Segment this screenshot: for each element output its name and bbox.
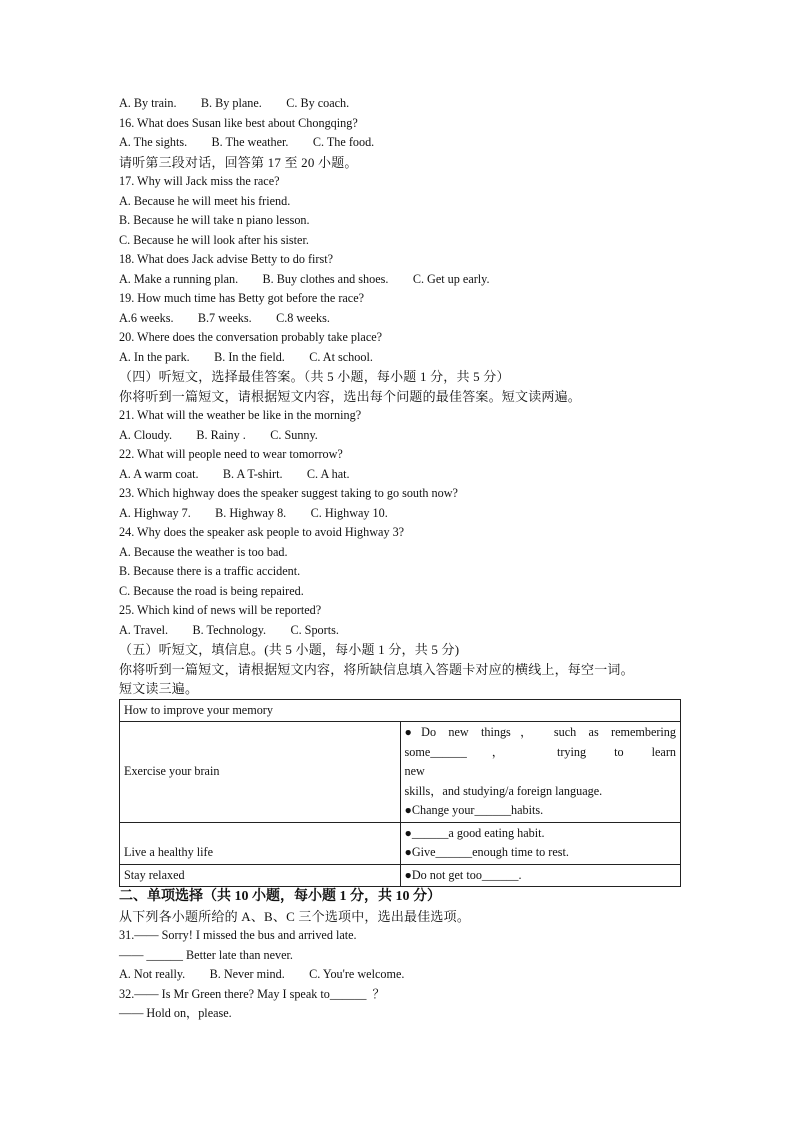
- table-title: How to improve your memory: [120, 699, 681, 722]
- table-cell-line: ●______a good eating habit.: [404, 825, 545, 840]
- text-line: A. Cloudy. B. Rainy . C. Sunny.: [119, 427, 318, 442]
- text-line: B. Because he will take n piano lesson.: [119, 213, 310, 227]
- text-line: A. Because the weather is too bad.: [119, 544, 288, 559]
- text-line: A. Because he will meet his friend.: [119, 193, 291, 208]
- text-line: 二、单项选择（共 10 小题，每小题 1 分，共 10 分）: [119, 889, 441, 904]
- text-line: A. By train. B. By plane. C. By coach.: [119, 96, 350, 110]
- text-line: C. Because the road is being repaired.: [119, 583, 304, 598]
- text-line: （五）听短文，填信息。(共 5 小题，每小题 1 分，共 5 分): [119, 642, 460, 657]
- row-label-relaxed: Stay relaxed: [120, 864, 401, 887]
- text-line: 23. Which highway does the speaker suggest taking to go south now?: [119, 486, 458, 500]
- memory-info-table: [119, 699, 681, 888]
- text-line: 20. Where does the conversation probably take place?: [119, 330, 383, 344]
- text-line: —— Hold on，please.: [119, 1006, 232, 1020]
- text-line: 21. What will the weather be like in the morning?: [119, 408, 362, 422]
- text-line: —— ______ Better late than never.: [119, 947, 293, 962]
- exam-page: [119, 94, 681, 1024]
- text-line: A. Travel. B. Technology. C. Sports.: [119, 622, 339, 637]
- text-line: （四）听短文，选择最佳答案。（共 5 小题，每小题 1 分，共 5 分）: [119, 369, 510, 384]
- text-line: A. A warm coat. B. A T-shirt. C. A hat.: [119, 466, 350, 481]
- text-line: 从下列各小题所给的 A、B、C 三个选项中，选出最佳选项。: [119, 908, 471, 924]
- text-line: 31.—— Sorry! I missed the bus and arrived late.: [119, 928, 357, 942]
- text-line: 25. Which kind of news will be reported?: [119, 603, 322, 617]
- text-line: A. Highway 7. B. Highway 8. C. Highway 10.: [119, 505, 388, 520]
- text-line: A. In the park. B. In the field. C. At school.: [119, 349, 373, 364]
- text-line: 短文读三遍。: [119, 681, 199, 696]
- text-line: 请听第三段对话，回答第 17 至 20 小题。: [119, 154, 358, 170]
- text-line: 你将听到一篇短文，请根据短文内容，选出每个问题的最佳答案。短文读两遍。: [119, 388, 582, 404]
- row-label-exercise: Exercise your brain: [120, 722, 401, 823]
- table-row: [120, 822, 681, 864]
- table-row: [120, 699, 681, 722]
- table-cell-line: new: [404, 764, 425, 778]
- text-line: A. Not really. B. Never mind. C. You're welcome.: [119, 967, 405, 981]
- text-line: C. Because he will look after his sister.: [119, 232, 309, 247]
- row-content-exercise: [400, 722, 681, 823]
- row-content-healthy: [400, 822, 681, 864]
- table-cell-line: ●Do new things， such as remembering some______， trying to learn: [404, 725, 676, 759]
- table-cell-line: ●Change your______habits.: [404, 803, 544, 817]
- text-line: A.6 weeks. B.7 weeks. C.8 weeks.: [119, 310, 330, 325]
- table-row: [120, 722, 681, 823]
- row-content-relaxed: [400, 864, 681, 887]
- text-line: A. The sights. B. The weather. C. The food.: [119, 135, 375, 149]
- listening-questions: [119, 94, 681, 699]
- text-line: A. Make a running plan. B. Buy clothes and shoes. C. Get up early.: [119, 271, 490, 286]
- text-line: 19. How much time has Betty got before the race?: [119, 291, 365, 305]
- text-line: 22. What will people need to wear tomorrow?: [119, 447, 343, 461]
- text-line: 32.—— Is Mr Green there? May I speak to______ ？: [119, 986, 385, 1001]
- text-line: 24. Why does the speaker ask people to avoid Highway 3?: [119, 525, 405, 539]
- table-row: [120, 864, 681, 887]
- table-cell-line: skills，and studying/a foreign language.: [404, 783, 603, 798]
- text-line: 16. What does Susan like best about Chongqing?: [119, 115, 358, 130]
- text-line: 17. Why will Jack miss the race?: [119, 174, 280, 188]
- row-label-healthy: Live a healthy life: [120, 822, 401, 864]
- table-cell-line: ●Give______enough time to rest.: [404, 845, 569, 859]
- text-line: B. Because there is a traffic accident.: [119, 564, 301, 578]
- text-line: 你将听到一篇短文，请根据短文内容，将所缺信息填入答题卡对应的横线上，每空一词。: [119, 661, 634, 677]
- table-cell-line: ●Do not get too______.: [404, 867, 522, 882]
- single-choice-section: [119, 887, 681, 1024]
- text-line: 18. What does Jack advise Betty to do first?: [119, 252, 334, 266]
